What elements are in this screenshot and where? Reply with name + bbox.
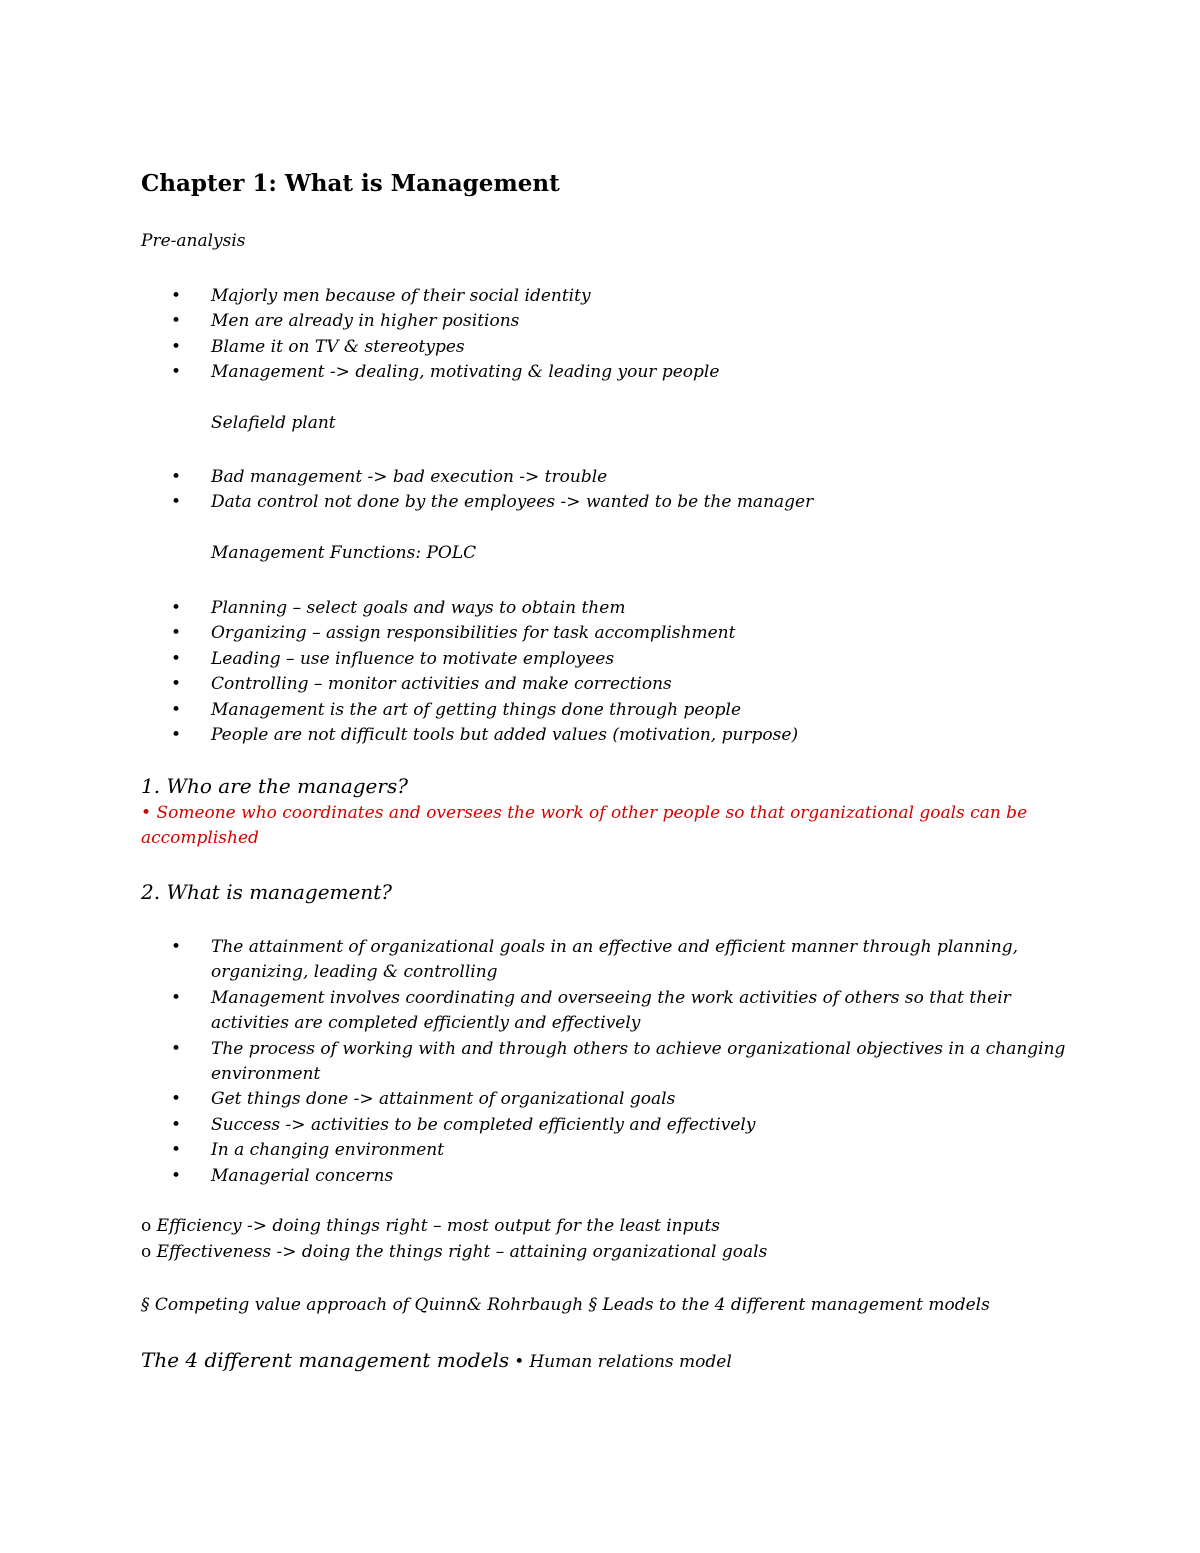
- list-item: • Management is the art of getting things done through people: [171, 698, 798, 723]
- circle-item-effectiveness: o Effectiveness -> doing the things right – attaining organizational goals: [141, 1242, 768, 1262]
- list-item: • Get things done -> attainment of organizational goals: [171, 1087, 1071, 1112]
- bullet-icon: •: [141, 803, 152, 823]
- bullet-icon: •: [171, 699, 182, 720]
- selafield-list: [171, 465, 813, 516]
- functions-heading: Management Functions: POLC: [211, 543, 477, 563]
- list-item: • People are not difficult tools but added values (motivation, purpose): [171, 723, 798, 748]
- list-item: • Planning – select goals and ways to obtain them: [171, 596, 798, 621]
- models-line: [141, 1348, 732, 1372]
- pre-analysis-heading: Pre-analysis: [141, 231, 246, 251]
- circle-bullet-icon: o: [141, 1216, 152, 1236]
- pre-analysis-list: [171, 284, 719, 386]
- circle-bullet-icon: o: [141, 1242, 152, 1262]
- bullet-icon: •: [171, 362, 182, 383]
- question-1-answer-line-1: • Someone who coordinates and oversees the work of other people so that organizational goals can be: [141, 803, 1028, 823]
- list-item: • The process of working with and through others to achieve organizational objectives in a changing environment: [171, 1038, 1066, 1085]
- bullet-icon: •: [171, 286, 182, 306]
- models-first-item: Human relations model: [529, 1352, 732, 1372]
- list-item: • Bad management -> bad execution -> trouble: [171, 465, 813, 490]
- list-item: • In a changing environment: [171, 1138, 1071, 1163]
- bullet-icon: •: [171, 623, 182, 644]
- circle-item-efficiency: o Efficiency -> doing things right – most output for the least inputs: [141, 1216, 720, 1236]
- page-title: Chapter 1: What is Management: [141, 170, 560, 197]
- list-item: • Data control not done by the employees -> wanted to be the manager: [171, 490, 813, 515]
- bullet-icon: •: [171, 1089, 182, 1110]
- bullet-icon: •: [171, 725, 182, 746]
- list-item: • Success -> activities to be completed efficiently and effectively: [171, 1113, 1071, 1138]
- bullet-icon: •: [171, 1114, 182, 1135]
- bullet-icon: •: [171, 336, 182, 357]
- bullet-icon: •: [171, 311, 182, 332]
- bullet-icon: •: [171, 467, 182, 487]
- list-item: • Management -> dealing, motivating & leading your people: [171, 360, 719, 385]
- question-1-answer-line-2: accomplished: [141, 828, 259, 848]
- bullet-icon: •: [171, 1140, 182, 1161]
- list-item: • Organizing – assign responsibilities for task accomplishment: [171, 621, 798, 646]
- bullet-icon: •: [171, 492, 182, 513]
- bullet-icon: •: [171, 598, 182, 618]
- list-item: • Management involves coordinating and overseeing the work activities of others so that their activities are completed efficiently and effectively: [171, 987, 1011, 1034]
- selafield-heading: Selafield plant: [211, 413, 336, 433]
- bullet-icon: •: [171, 1165, 182, 1186]
- question-2-list: [171, 935, 1071, 1189]
- bullet-icon: •: [171, 1038, 182, 1059]
- bullet-icon: •: [171, 987, 182, 1008]
- list-item: • Controlling – monitor activities and make corrections: [171, 672, 798, 697]
- list-item: • Men are already in higher positions: [171, 309, 719, 334]
- models-heading: The 4 different management models: [141, 1348, 510, 1372]
- question-2-heading: 2. What is management?: [141, 880, 392, 904]
- bullet-icon: •: [171, 937, 182, 957]
- competing-value-line: § Competing value approach of Quinn& Rohrbaugh § Leads to the 4 different management models: [141, 1295, 990, 1315]
- bullet-icon: •: [514, 1352, 525, 1372]
- list-item: • Majorly men because of their social identity: [171, 284, 719, 309]
- list-item: • Managerial concerns: [171, 1164, 1071, 1189]
- bullet-icon: •: [171, 674, 182, 695]
- bullet-icon: •: [171, 648, 182, 669]
- list-item: • The attainment of organizational goals in an effective and efficient manner through planning, organizing, leading & controlling: [171, 937, 1018, 983]
- functions-list: [171, 596, 798, 748]
- list-item: • Blame it on TV & stereotypes: [171, 335, 719, 360]
- list-item: • Leading – use influence to motivate employees: [171, 647, 798, 672]
- question-1-heading: 1. Who are the managers?: [141, 774, 408, 798]
